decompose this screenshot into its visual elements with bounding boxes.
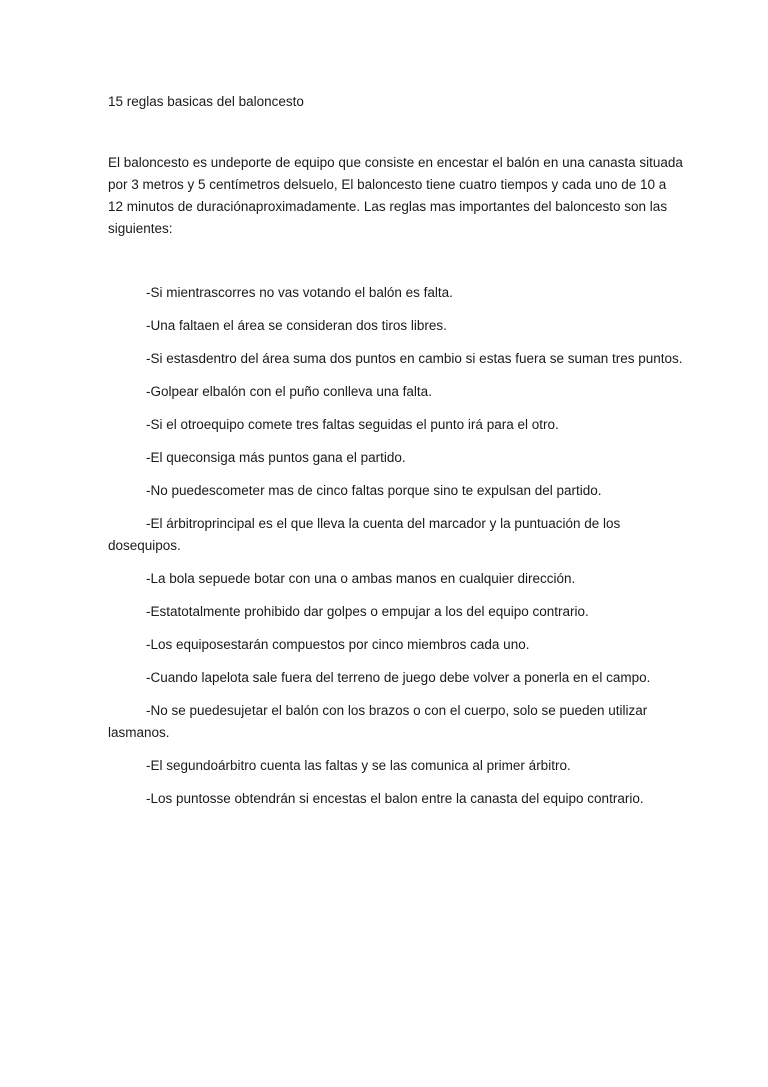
- intro-line: por 3 metros y 5 centímetros delsuelo, El baloncesto tiene cuatro tiempos y cada uno de 10 a: [108, 177, 667, 192]
- intro-line: siguientes:: [108, 221, 173, 236]
- rule-text: -Los puntosse obtendrán si encestas el balon entre la canasta del equipo contrario.: [146, 791, 644, 806]
- rule-text: -El árbitroprincipal es el que lleva la cuenta del marcador y la puntuación de los: [146, 516, 621, 531]
- rule-text: -El queconsiga más puntos gana el partido.: [146, 450, 406, 465]
- rule-text: -No puedescometer mas de cinco faltas porque sino te expulsan del partido.: [146, 483, 602, 498]
- rule-text: -Los equiposestarán compuestos por cinco miembros cada uno.: [146, 637, 530, 652]
- rule-item: [108, 315, 668, 337]
- rule-item: [108, 447, 668, 469]
- rule-item: [108, 513, 668, 557]
- rule-text: -Si estasdentro del área suma dos puntos en cambio si estas fuera se suman tres puntos.: [146, 351, 683, 366]
- rule-item: [108, 568, 668, 590]
- rule-text: -Estatotalmente prohibido dar golpes o empujar a los del equipo contrario.: [146, 604, 589, 619]
- rule-item: [108, 634, 668, 656]
- rule-item: [108, 480, 668, 502]
- intro-line: 12 minutos de duraciónaproximadamente. Las reglas mas importantes del baloncesto son las: [108, 199, 668, 214]
- rule-text: -El segundoárbitro cuenta las faltas y se las comunica al primer árbitro.: [146, 758, 571, 773]
- rule-item: [108, 414, 668, 436]
- rules-list: [108, 282, 683, 821]
- rule-item: [108, 700, 668, 744]
- rule-item: [108, 788, 668, 810]
- rule-text: -Cuando lapelota sale fuera del terreno de juego debe volver a ponerla en el campo.: [146, 670, 651, 685]
- rule-text-continuation: dosequipos.: [108, 538, 181, 553]
- rule-item: [108, 755, 668, 777]
- rule-text-continuation: lasmanos.: [108, 725, 170, 740]
- intro-paragraph: [108, 152, 683, 240]
- rule-text: -La bola sepuede botar con una o ambas manos en cualquier dirección.: [146, 571, 576, 586]
- rule-text: -Si mientrascorres no vas votando el balón es falta.: [146, 285, 453, 300]
- rule-text: -Golpear elbalón con el puño conlleva una falta.: [146, 384, 432, 399]
- rule-item: [108, 381, 668, 403]
- intro-line: El baloncesto es undeporte de equipo que consiste en encestar el balón en una canasta situada: [108, 155, 683, 170]
- rule-item: [108, 348, 683, 370]
- rule-text: -Si el otroequipo comete tres faltas seguidas el punto irá para el otro.: [146, 417, 559, 432]
- document-title: 15 reglas basicas del baloncesto: [108, 94, 304, 109]
- rule-text: -Una faltaen el área se consideran dos tiros libres.: [146, 318, 447, 333]
- rule-item: [108, 667, 668, 689]
- rule-item: [108, 601, 668, 623]
- rule-item: [108, 282, 668, 304]
- rule-text: -No se puedesujetar el balón con los brazos o con el cuerpo, solo se pueden utilizar: [146, 703, 648, 718]
